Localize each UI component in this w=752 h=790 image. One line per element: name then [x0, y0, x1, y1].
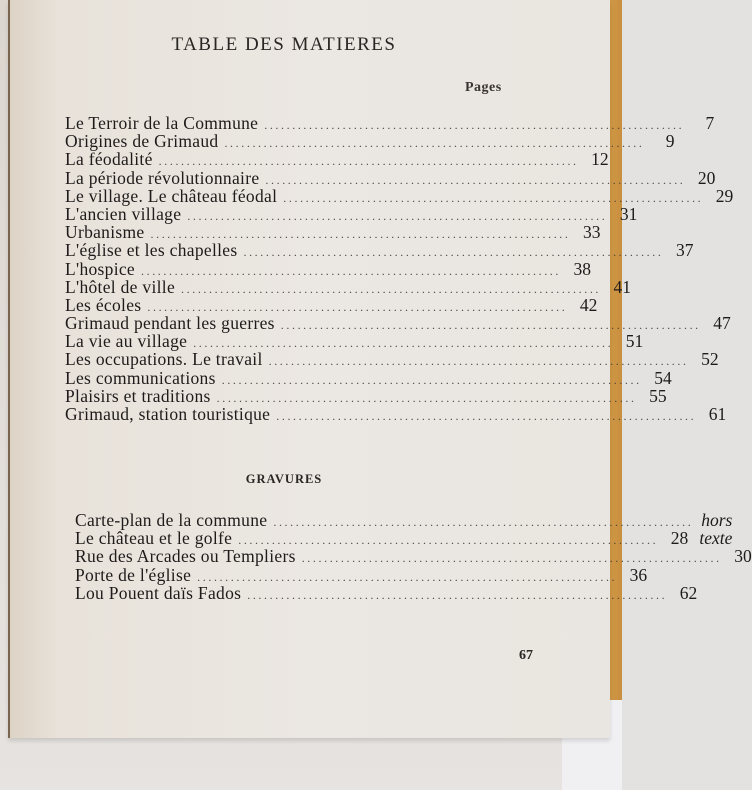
toc-entry	[65, 258, 591, 279]
page-title: TABLE DES MATIERES	[171, 34, 397, 55]
toc-entry	[65, 203, 638, 224]
toc-entry	[65, 149, 609, 170]
entry-page: 41	[613, 276, 632, 297]
entry-page: 12	[591, 149, 609, 170]
dot-leader: ...........................................................................	[247, 587, 668, 602]
dot-leader: ...........................................................................	[280, 318, 701, 333]
dot-leader: ...........................................................................	[147, 299, 568, 314]
gravures-list	[75, 510, 752, 603]
entry-title: Le village. Le château féodal	[65, 185, 278, 206]
entry-title: Urbanisme	[65, 222, 145, 243]
gravure-entry	[75, 546, 752, 567]
entry-page: 31	[619, 203, 638, 224]
dot-leader: ...........................................................................	[264, 118, 685, 132]
entry-page: 61	[708, 404, 727, 424]
entry-title: Grimaud, station touristique	[65, 404, 271, 424]
entry-page: hors texte	[699, 510, 733, 548]
entry-title: L'hôtel de ville	[65, 276, 176, 297]
entry-page: 38	[573, 258, 591, 279]
toc-entry	[65, 404, 727, 424]
toc-entry	[65, 167, 716, 188]
gravure-entry	[75, 582, 698, 603]
toc-entry	[65, 276, 632, 297]
toc-entry	[65, 131, 675, 152]
dot-leader: ...........................................................................	[187, 208, 608, 223]
entry-title: Rue des Arcades ou Templiers	[75, 546, 296, 567]
toc-entry	[65, 185, 734, 206]
toc-entry	[65, 349, 719, 370]
gravures-heading: GRAVURES	[245, 472, 323, 486]
entry-page: 33	[583, 222, 601, 243]
pages-column-label: Pages	[465, 80, 502, 95]
toc-entry	[65, 313, 731, 334]
entry-page: 47	[713, 313, 731, 334]
dot-leader: ...........................................................................	[301, 551, 722, 566]
entry-title: La féodalité	[65, 149, 153, 170]
toc-entry	[65, 222, 601, 243]
entry-title: Lou Pouent daïs Fados	[75, 582, 242, 603]
dot-leader: ...........................................................................	[273, 515, 694, 529]
dot-leader: ...........................................................................	[181, 281, 602, 296]
toc-entry	[65, 113, 715, 133]
entry-title: Plaisirs et traditions	[65, 385, 211, 406]
toc-entry	[65, 294, 598, 315]
entry-page: 51	[625, 331, 644, 352]
entry-page: 42	[579, 294, 598, 315]
dot-leader: ...........................................................................	[216, 390, 637, 405]
entry-title: L'hospice	[65, 258, 135, 279]
entry-title: Le château et le golfe	[75, 528, 233, 549]
entry-title: Carte-plan de la commune	[75, 510, 268, 530]
entry-title: Les écoles	[65, 294, 142, 315]
entry-title: Origines de Grimaud	[65, 131, 219, 152]
toc-entry	[65, 240, 694, 261]
entry-title: L'ancien village	[65, 203, 182, 224]
dot-leader: ...........................................................................	[283, 190, 704, 205]
gravure-entry	[75, 564, 648, 585]
entry-page: 37	[675, 240, 694, 261]
entry-title: La vie au village	[65, 331, 188, 352]
entry-page: 55	[649, 385, 667, 406]
entry-page: 7	[705, 113, 715, 133]
entry-page: 36	[629, 564, 648, 585]
dot-leader: ...........................................................................	[268, 354, 689, 369]
entry-title: Les communications	[65, 367, 216, 388]
entry-page: 54	[654, 367, 672, 388]
dot-leader: ...........................................................................	[276, 409, 697, 423]
dot-leader: ...........................................................................	[141, 263, 561, 278]
dot-leader: ...........................................................................	[158, 154, 579, 169]
dot-leader: ...........................................................................	[243, 245, 664, 260]
dot-leader: ...........................................................................	[197, 569, 618, 584]
entry-page: 9	[665, 131, 675, 152]
toc-entry	[65, 331, 644, 352]
toc-entry	[65, 367, 672, 388]
dot-leader: ...........................................................................	[221, 372, 642, 387]
entry-title: Les occupations. Le travail	[65, 349, 263, 370]
entry-page: 62	[679, 582, 698, 603]
toc-entry	[65, 385, 667, 406]
page-number: 67	[519, 648, 533, 663]
book-page	[8, 0, 752, 738]
entry-title: L'église et les chapelles	[65, 240, 238, 261]
entry-page: 20	[697, 167, 716, 188]
entry-page: 29	[715, 185, 734, 206]
entry-title: La période révolutionnaire	[65, 167, 260, 188]
entry-title: Le Terroir de la Commune	[65, 113, 259, 133]
dot-leader: ...........................................................................	[224, 136, 645, 151]
entry-page: 30	[734, 546, 752, 567]
gravure-entry	[75, 528, 689, 549]
entry-page: 52	[701, 349, 719, 370]
dot-leader: ...........................................................................	[238, 533, 659, 548]
dot-leader: ...........................................................................	[265, 172, 686, 187]
contents-list	[65, 113, 734, 424]
dot-leader: ...........................................................................	[150, 227, 571, 242]
entry-title: Grimaud pendant les guerres	[65, 313, 275, 334]
entry-page: 28	[670, 528, 689, 549]
dot-leader: ...........................................................................	[193, 336, 614, 351]
entry-title: Porte de l'église	[75, 564, 192, 585]
